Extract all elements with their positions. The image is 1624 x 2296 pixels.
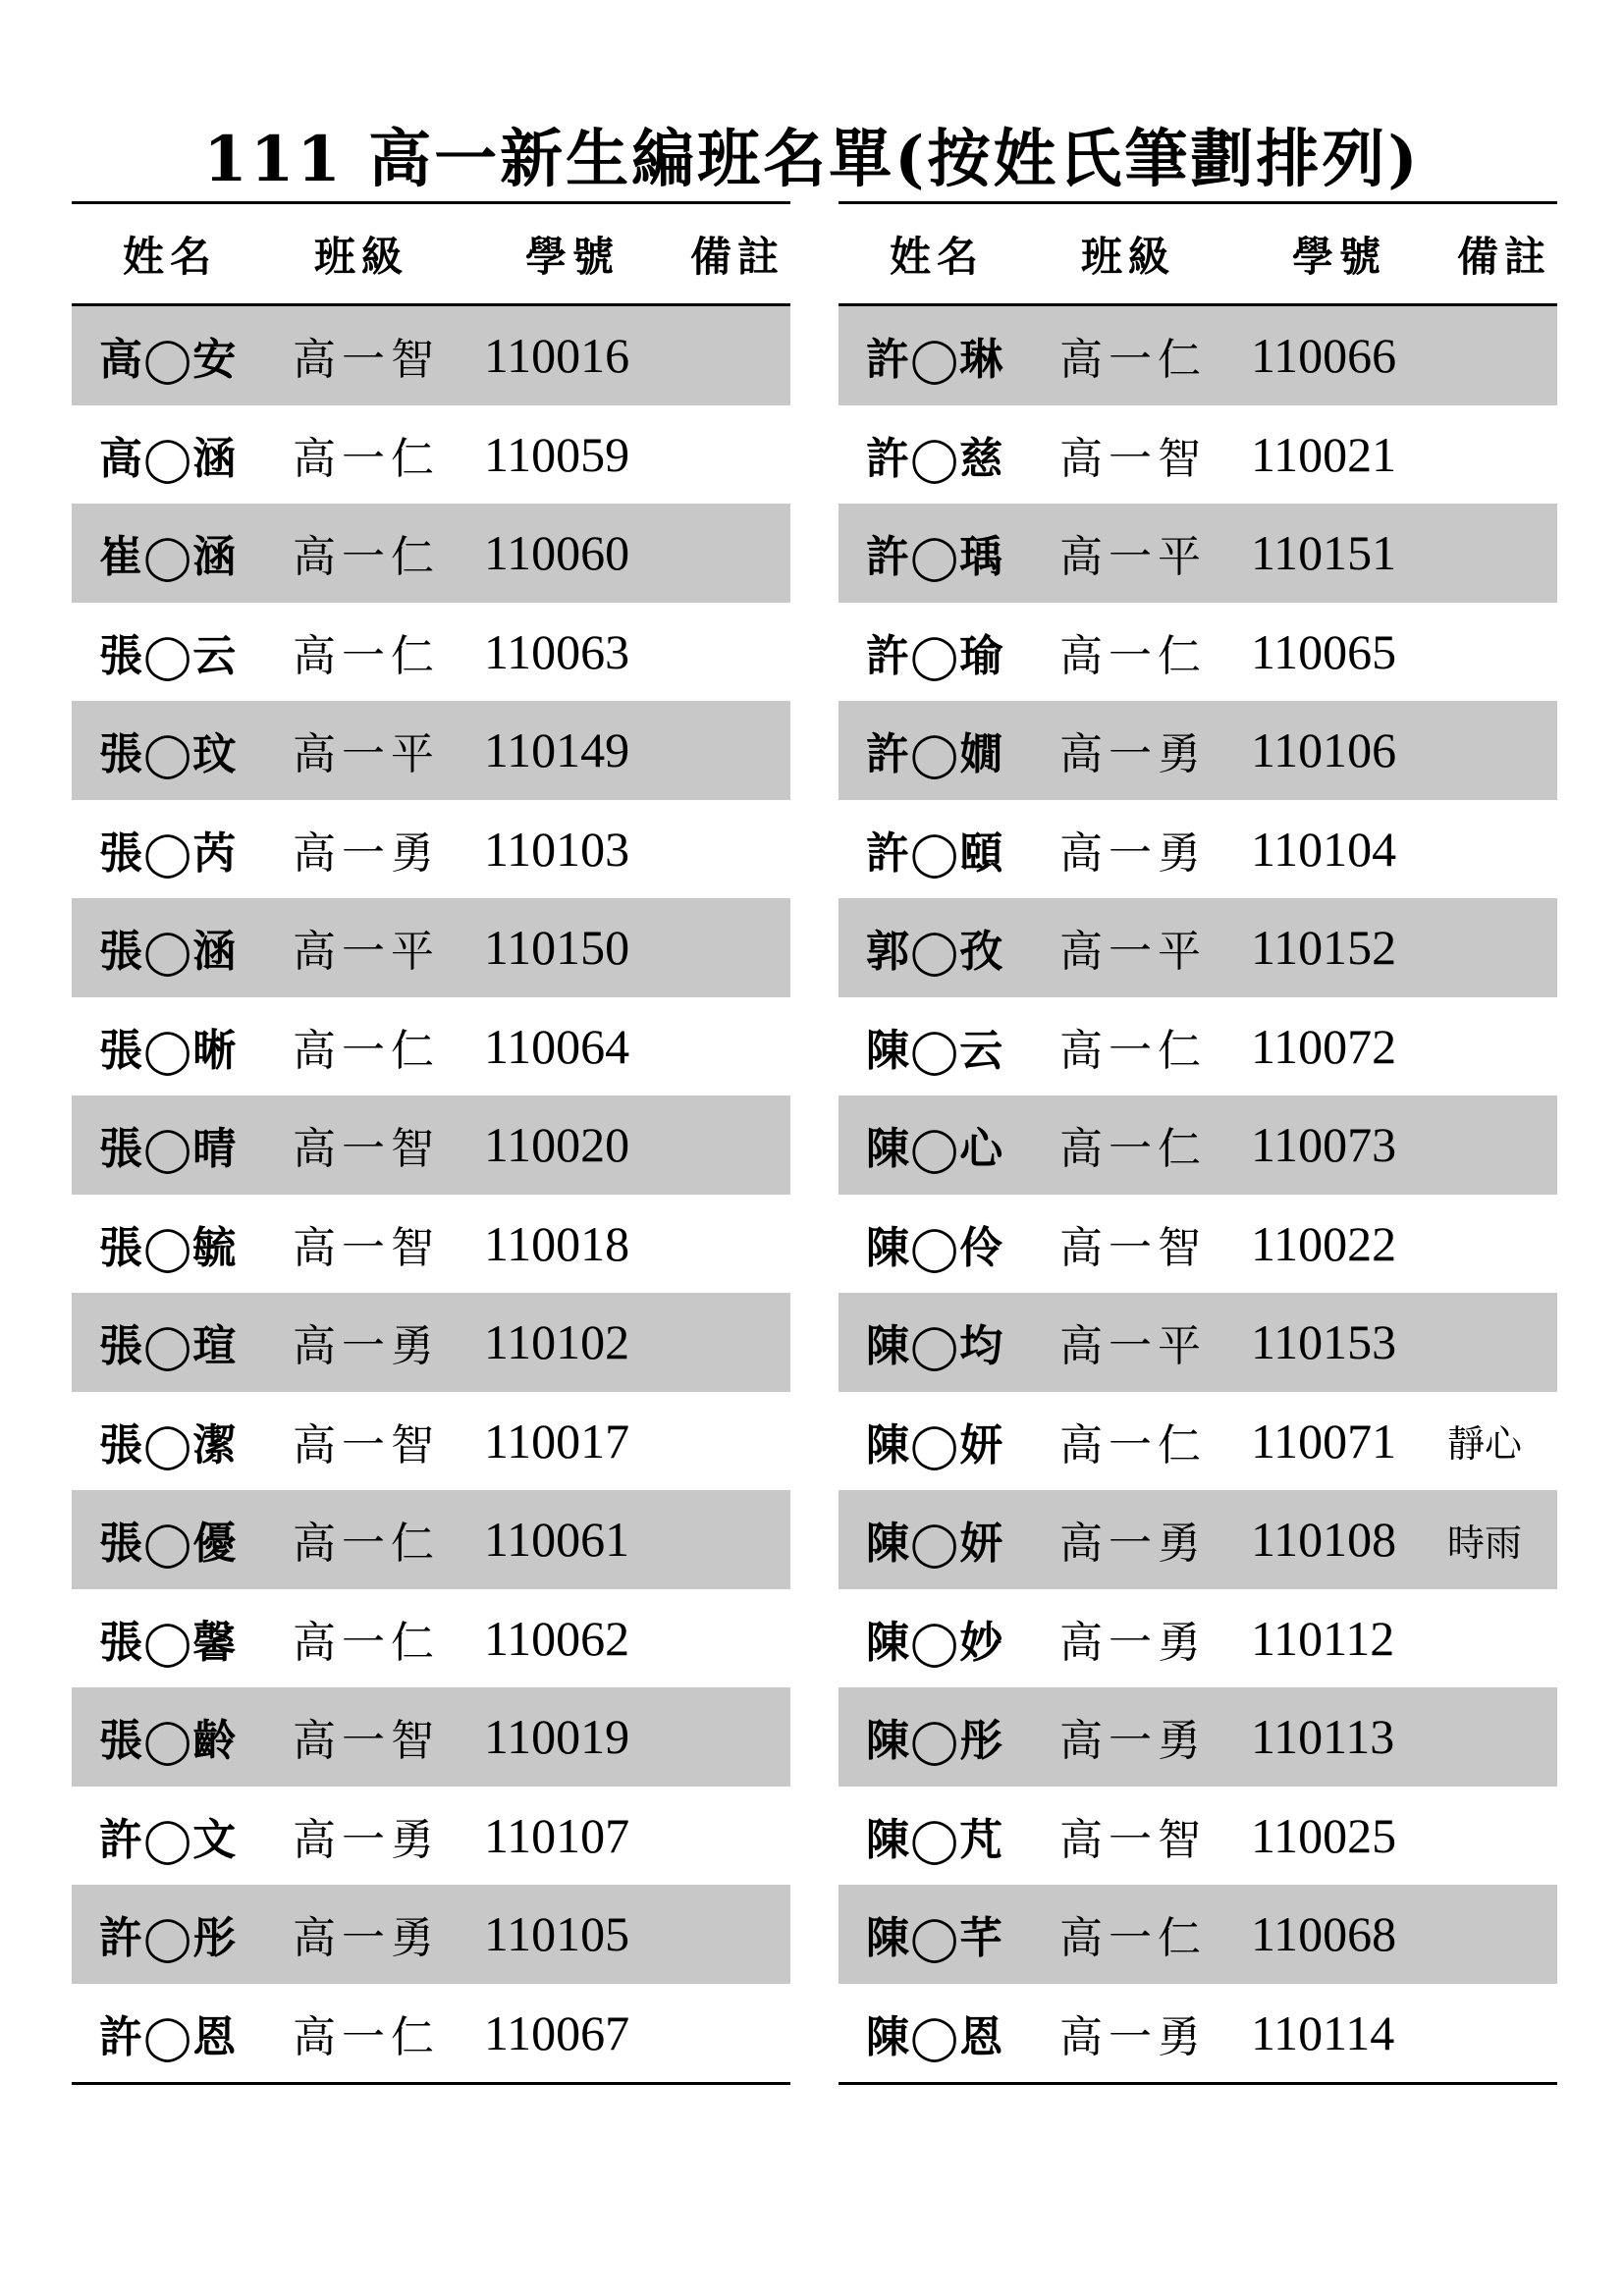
student-id: 110022 <box>1251 1215 1397 1271</box>
table-row <box>839 701 1557 800</box>
table-row <box>839 898 1557 997</box>
class-name: 高一智 <box>1059 1814 1207 1865</box>
student-name: 陳◯伶 <box>866 1222 1004 1273</box>
student-name: 高◯安 <box>99 335 238 386</box>
table-row <box>839 1984 1557 2083</box>
class-name: 高一仁 <box>1059 1124 1207 1175</box>
table-header-row <box>72 204 790 303</box>
student-name: 張◯毓 <box>99 1222 238 1273</box>
student-name: 張◯潔 <box>99 1419 238 1470</box>
table-row <box>839 504 1557 603</box>
student-id: 110067 <box>484 2004 630 2060</box>
class-name: 高一勇 <box>293 828 440 879</box>
table-row <box>72 1490 790 1589</box>
student-id: 110151 <box>1251 525 1397 581</box>
table-row <box>72 1589 790 1688</box>
student-name: 許◯琳 <box>866 335 1004 386</box>
table-header-row <box>839 204 1557 303</box>
student-name: 許◯恩 <box>99 2011 238 2062</box>
student-id: 110113 <box>1251 1709 1395 1765</box>
student-name: 陳◯芊 <box>866 1913 1004 1964</box>
student-name: 陳◯心 <box>866 1124 1004 1175</box>
class-name: 高一仁 <box>1059 630 1207 681</box>
header-student-id: 學號 <box>1292 232 1387 281</box>
student-name: 陳◯云 <box>866 1025 1004 1076</box>
table-row <box>72 1787 790 1886</box>
student-name: 許◯嫺 <box>866 729 1004 780</box>
student-name: 張◯玟 <box>99 729 238 780</box>
student-name: 陳◯芃 <box>866 1814 1004 1865</box>
table-row <box>72 603 790 702</box>
table-row <box>72 504 790 603</box>
student-id: 110017 <box>484 1413 630 1468</box>
student-name: 陳◯妍 <box>866 1519 1004 1570</box>
student-name: 張◯云 <box>99 630 238 681</box>
student-id: 110152 <box>1251 920 1397 976</box>
class-name: 高一平 <box>1059 532 1207 583</box>
student-name: 許◯文 <box>99 1814 238 1865</box>
table-row <box>72 1687 790 1787</box>
roster-table-left <box>72 201 790 2085</box>
class-name: 高一平 <box>293 927 440 978</box>
student-name: 張◯晰 <box>99 1025 238 1076</box>
class-name: 高一勇 <box>1059 1617 1207 1668</box>
student-name: 許◯慈 <box>866 433 1004 484</box>
class-name: 高一仁 <box>1059 335 1207 386</box>
class-name: 高一智 <box>293 1716 440 1767</box>
table-row <box>839 1787 1557 1886</box>
table-row <box>839 1293 1557 1392</box>
student-name: 郭◯孜 <box>866 927 1004 978</box>
class-name: 高一勇 <box>293 1321 440 1372</box>
student-name: 張◯馨 <box>99 1617 238 1668</box>
class-name: 高一智 <box>293 1222 440 1273</box>
student-id: 110065 <box>1251 623 1397 679</box>
student-id: 110066 <box>1251 328 1397 384</box>
table-row <box>839 1589 1557 1688</box>
class-name: 高一仁 <box>293 1519 440 1570</box>
class-name: 高一仁 <box>293 433 440 484</box>
student-name: 許◯彤 <box>99 1913 238 1964</box>
student-name: 許◯瑀 <box>866 532 1004 583</box>
table-body <box>72 306 790 2082</box>
class-name: 高一仁 <box>293 630 440 681</box>
table-row <box>839 1885 1557 1984</box>
class-name: 高一智 <box>293 1124 440 1175</box>
table-row <box>839 800 1557 899</box>
student-id: 110019 <box>484 1709 630 1765</box>
student-id: 110105 <box>484 1906 630 1962</box>
student-id: 110071 <box>1251 1413 1397 1468</box>
student-name: 崔◯涵 <box>99 532 238 583</box>
student-id: 110108 <box>1251 1512 1397 1568</box>
class-name: 高一勇 <box>1059 1716 1207 1767</box>
header-student-id: 學號 <box>525 232 621 281</box>
student-id: 110106 <box>1251 722 1397 778</box>
student-id: 110059 <box>484 426 630 482</box>
student-id: 110114 <box>1251 2004 1395 2060</box>
header-note: 備註 <box>690 232 785 281</box>
table-row <box>839 1687 1557 1787</box>
student-id: 110025 <box>1251 1807 1397 1863</box>
table-bottom-rule <box>72 2082 790 2085</box>
student-id: 110068 <box>1251 1906 1397 1962</box>
student-name: 許◯頤 <box>866 828 1004 879</box>
class-name: 高一智 <box>1059 1222 1207 1273</box>
header-class: 班級 <box>314 232 409 281</box>
class-name: 高一勇 <box>1059 2011 1207 2062</box>
class-name: 高一平 <box>293 729 440 780</box>
table-body <box>839 306 1557 2082</box>
student-id: 110062 <box>484 1610 630 1666</box>
student-name: 陳◯妍 <box>866 1419 1004 1470</box>
student-id: 110112 <box>1251 1610 1395 1666</box>
class-name: 高一勇 <box>1059 828 1207 879</box>
table-row <box>839 997 1557 1096</box>
student-id: 110103 <box>484 821 630 877</box>
student-id: 110016 <box>484 328 630 384</box>
table-row <box>839 1095 1557 1195</box>
student-id: 110107 <box>484 1807 630 1863</box>
class-name: 高一仁 <box>1059 1419 1207 1470</box>
table-row <box>72 1095 790 1195</box>
class-name: 高一勇 <box>1059 729 1207 780</box>
student-name: 張◯芮 <box>99 828 238 879</box>
class-name: 高一智 <box>293 1419 440 1470</box>
roster-table-right <box>839 201 1557 2085</box>
class-name: 高一勇 <box>293 1913 440 1964</box>
table-row <box>72 898 790 997</box>
class-name: 高一勇 <box>293 1814 440 1865</box>
table-row <box>72 1293 790 1392</box>
table-row <box>72 1195 790 1294</box>
student-id: 110064 <box>484 1018 630 1074</box>
student-name: 張◯涵 <box>99 927 238 978</box>
table-row <box>72 997 790 1096</box>
student-name: 陳◯妙 <box>866 1617 1004 1668</box>
header-note: 備註 <box>1457 232 1552 281</box>
student-name: 張◯瑄 <box>99 1321 238 1372</box>
student-id: 110060 <box>484 525 630 581</box>
table-row <box>72 1392 790 1491</box>
student-name: 陳◯恩 <box>866 2011 1004 2062</box>
student-name: 高◯涵 <box>99 433 238 484</box>
student-name: 張◯齡 <box>99 1716 238 1767</box>
student-id: 110021 <box>1251 426 1397 482</box>
header-name: 姓名 <box>123 232 218 281</box>
table-row <box>72 800 790 899</box>
student-name: 張◯優 <box>99 1519 238 1570</box>
table-row <box>839 405 1557 505</box>
class-name: 高一仁 <box>1059 1025 1207 1076</box>
table-row <box>72 701 790 800</box>
table-row <box>72 1885 790 1984</box>
student-id: 110150 <box>484 920 630 976</box>
class-name: 高一勇 <box>1059 1519 1207 1570</box>
student-id: 110104 <box>1251 821 1397 877</box>
class-name: 高一仁 <box>293 2011 440 2062</box>
table-row <box>839 1490 1557 1589</box>
class-name: 高一仁 <box>293 1025 440 1076</box>
table-row <box>839 1195 1557 1294</box>
note: 時雨 <box>1447 1521 1523 1565</box>
student-id: 110149 <box>484 722 630 778</box>
student-id: 110153 <box>1251 1314 1397 1370</box>
student-name: 許◯瑜 <box>866 630 1004 681</box>
table-row <box>72 1984 790 2083</box>
table-bottom-rule <box>839 2082 1557 2085</box>
student-name: 陳◯彤 <box>866 1716 1004 1767</box>
table-row <box>839 603 1557 702</box>
note: 靜心 <box>1447 1422 1523 1467</box>
header-class: 班級 <box>1081 232 1176 281</box>
class-name: 高一仁 <box>293 532 440 583</box>
page-title: 111 高一新生編班名單(按姓氏筆劃排列) <box>203 123 1421 196</box>
table-row <box>72 405 790 505</box>
student-id: 110073 <box>1251 1117 1397 1173</box>
class-name: 高一平 <box>1059 927 1207 978</box>
class-name: 高一平 <box>1059 1321 1207 1372</box>
table-row <box>839 306 1557 405</box>
table-row <box>839 1392 1557 1491</box>
student-name: 張◯晴 <box>99 1124 238 1175</box>
student-id: 110061 <box>484 1512 630 1568</box>
student-id: 110072 <box>1251 1018 1397 1074</box>
class-name: 高一智 <box>293 335 440 386</box>
header-name: 姓名 <box>890 232 985 281</box>
class-name: 高一智 <box>1059 433 1207 484</box>
class-name: 高一仁 <box>1059 1913 1207 1964</box>
student-name: 陳◯均 <box>866 1321 1004 1372</box>
class-name: 高一仁 <box>293 1617 440 1668</box>
table-row <box>72 306 790 405</box>
student-id: 110020 <box>484 1117 630 1173</box>
student-id: 110063 <box>484 623 630 679</box>
student-id: 110018 <box>484 1215 630 1271</box>
student-id: 110102 <box>484 1314 630 1370</box>
